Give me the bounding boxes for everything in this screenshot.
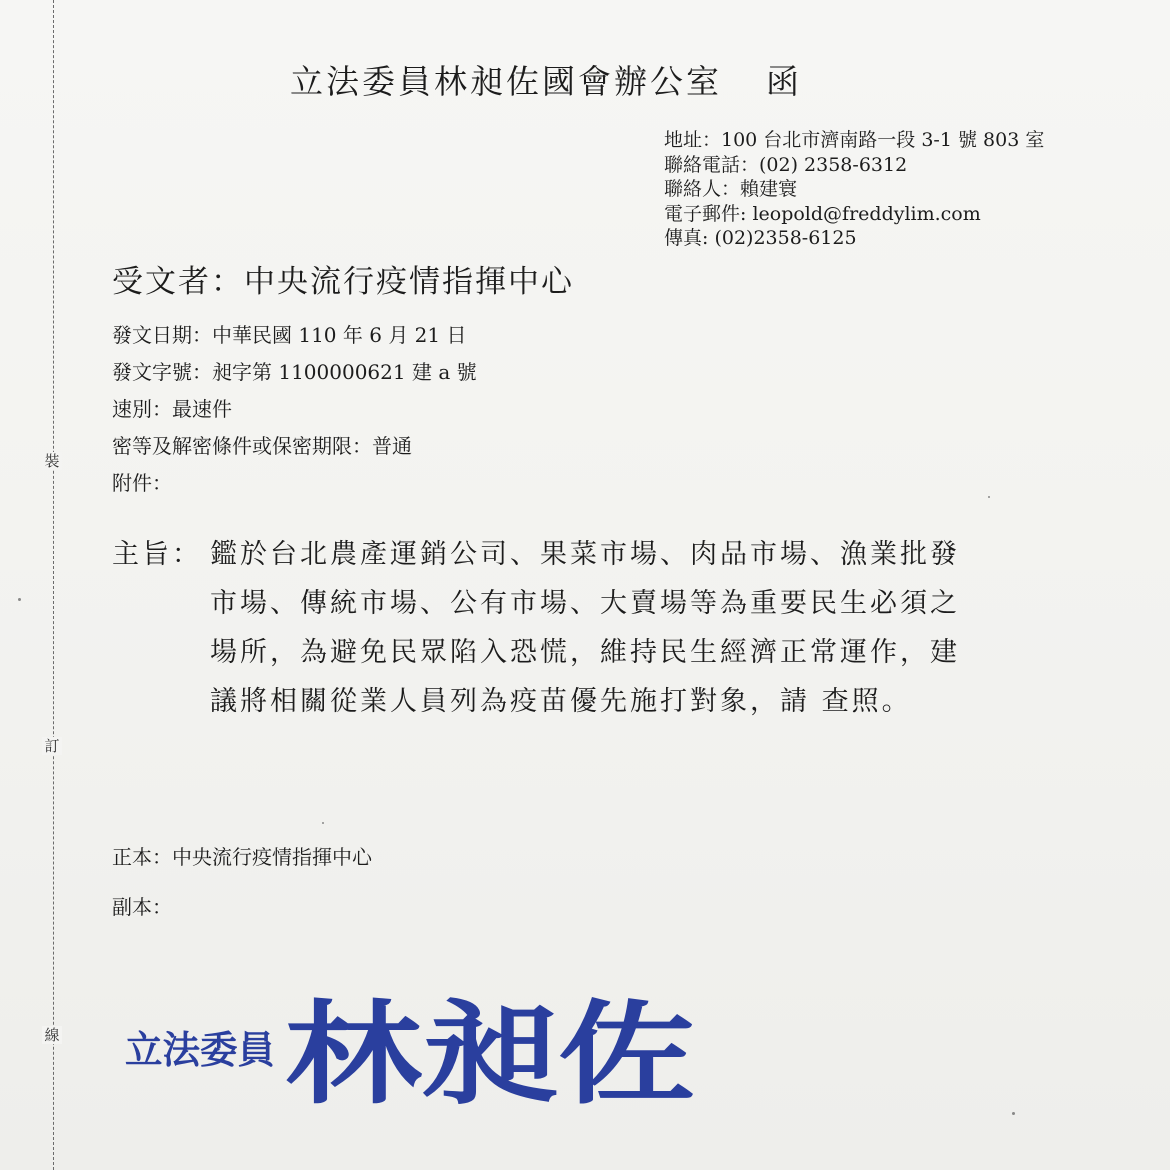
phone-line: 聯絡電話：(02) 2358-6312 — [664, 153, 908, 176]
contact-block — [664, 128, 1044, 251]
document-number: 發文字號：昶字第 1100000621 建 a 號 — [112, 360, 477, 384]
binding-mark-ding: 訂 — [42, 737, 62, 755]
confidentiality-level: 密等及解密條件或保密期限：普通 — [112, 434, 412, 458]
subject-line: 場所，為避免民眾陷入恐慌，維持民生經濟正常運作，建 — [210, 637, 960, 668]
subject-text — [210, 530, 1030, 726]
stamp-name: 林昶佐 — [285, 989, 695, 1115]
fax-line: 傳真: (02)2358-6125 — [664, 227, 857, 249]
meta-block — [112, 317, 477, 502]
urgency-level: 速別：最速件 — [112, 397, 232, 421]
issue-date: 發文日期：中華民國 110 年 6 月 21 日 — [112, 323, 467, 347]
subject-line: 議將相關從業人員列為疫苗優先施打對象，請 查照。 — [210, 686, 912, 717]
recipient-line: 受文者：中央流行疫情指揮中心 — [112, 264, 574, 300]
subject-line: 市場、傳統市場、公有市場、大賣場等為重要民生必須之 — [210, 588, 960, 619]
stamp-prefix: 立法委員 — [125, 1027, 275, 1072]
signature-stamp — [125, 985, 705, 1115]
letter-type: 函 — [766, 62, 802, 101]
letter-title — [290, 56, 802, 103]
copies-block — [112, 832, 372, 932]
contact-person-line: 聯絡人：賴建寰 — [664, 178, 798, 200]
subject-label: 主旨： — [112, 539, 202, 570]
office-name: 立法委員林昶佐國會辦公室 — [290, 62, 722, 101]
original-recipient: 正本：中央流行疫情指揮中心 — [112, 845, 372, 869]
attachments: 附件： — [112, 471, 172, 495]
binding-mark-zhuang: 裝 — [42, 452, 62, 470]
copy-recipient: 副本： — [112, 895, 172, 919]
binding-mark-xian: 線 — [42, 1026, 62, 1044]
subject-line: 鑑於台北農產運銷公司、果菜市場、肉品市場、漁業批發 — [210, 539, 960, 570]
binding-dashed-line — [53, 0, 54, 1170]
address-line: 地址：100 台北市濟南路一段 3-1 號 803 室 — [664, 129, 1045, 151]
email-line: 電子郵件: leopold@freddylim.com — [664, 202, 981, 225]
